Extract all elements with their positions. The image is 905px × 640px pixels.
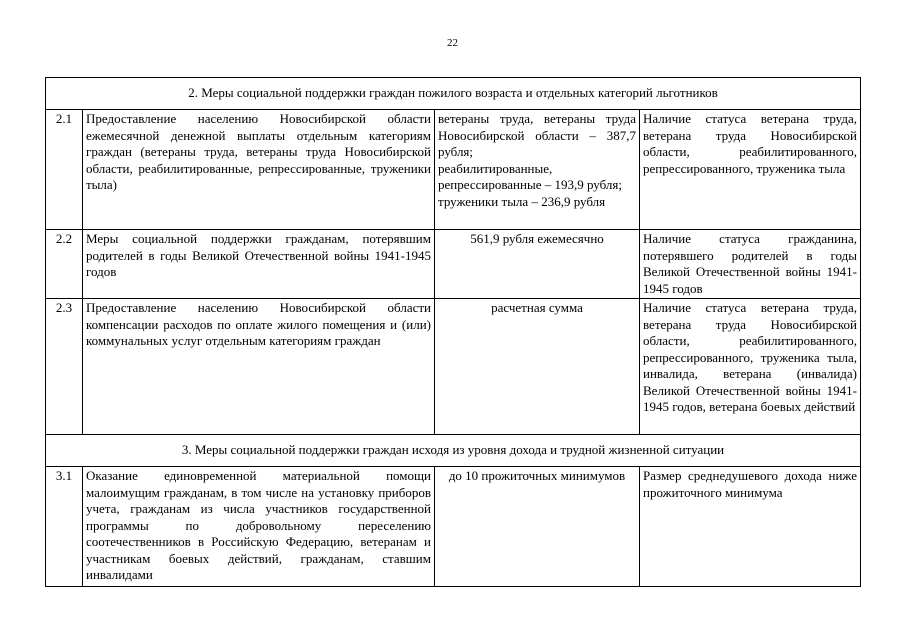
section-header-row — [46, 78, 861, 110]
table-row — [46, 230, 861, 299]
amount-cell: расчетная сумма — [435, 299, 640, 435]
table-row — [46, 467, 861, 587]
condition-cell: Размер среднедушевого дохода ниже прожиточного минимума — [640, 467, 861, 587]
page-number: 22 — [447, 37, 458, 49]
condition-cell: Наличие статуса ветерана труда, ветерана труда Новосибирской области, реабилитированного, репрессированного, труженика тыла, инвалида, ветерана (инвалида) Великой Отечественной войны 1941-1945 годов, ветерана боевых действий — [640, 299, 861, 435]
table-row — [46, 299, 861, 435]
amount-cell: 561,9 рубля ежемесячно — [435, 230, 640, 299]
row-number: 2.2 — [46, 230, 83, 299]
amount-cell — [435, 110, 640, 230]
table-row — [46, 110, 861, 230]
amount-line: реабилитированные, репрессированные – 193,9 рубля; — [438, 160, 622, 192]
benefits-table — [45, 77, 861, 587]
measure-cell: Оказание единовременной материальной помощи малоимущим гражданам, в том числе на установку приборов учета, гражданам из числа участников государственной программы по добровольному переселению соотечественников в Российскую Федерацию, ветеранам и участникам боевых действий, гражданам, ставшим инвалидами — [83, 467, 435, 587]
amount-cell: до 10 прожиточных минимумов — [435, 467, 640, 587]
row-number: 3.1 — [46, 467, 83, 587]
section-title: 2. Меры социальной поддержки граждан пожилого возраста и отдельных категорий льготников — [46, 78, 861, 110]
section-header-row — [46, 435, 861, 467]
row-number: 2.1 — [46, 110, 83, 230]
measure-cell: Предоставление населению Новосибирской области ежемесячной денежной выплаты отдельным категориям граждан (ветераны труда, ветераны труда Новосибирской области, реабилитированные, репрессированные, труженики тыла) — [83, 110, 435, 230]
amount-line: труженики тыла – 236,9 рубля — [438, 193, 606, 209]
measure-cell: Меры социальной поддержки гражданам, потерявшим родителей в годы Великой Отечественной войны 1941-1945 годов — [83, 230, 435, 299]
amount-line: ветераны труда, ветераны труда Новосибирской области – 387,7 рубля; — [438, 111, 636, 159]
section-title: 3. Меры социальной поддержки граждан исходя из уровня дохода и трудной жизненной ситуации — [46, 435, 861, 467]
condition-cell: Наличие статуса ветерана труда, ветерана труда Новосибирской области, реабилитированного, репрессированного, труженика тыла — [640, 110, 861, 230]
condition-cell: Наличие статуса гражданина, потерявшего родителей в годы Великой Отечественной войны 1941-1945 годов — [640, 230, 861, 299]
measure-cell: Предоставление населению Новосибирской области компенсации расходов по оплате жилого помещения и (или) коммунальных услуг отдельным категориям граждан — [83, 299, 435, 435]
row-number: 2.3 — [46, 299, 83, 435]
